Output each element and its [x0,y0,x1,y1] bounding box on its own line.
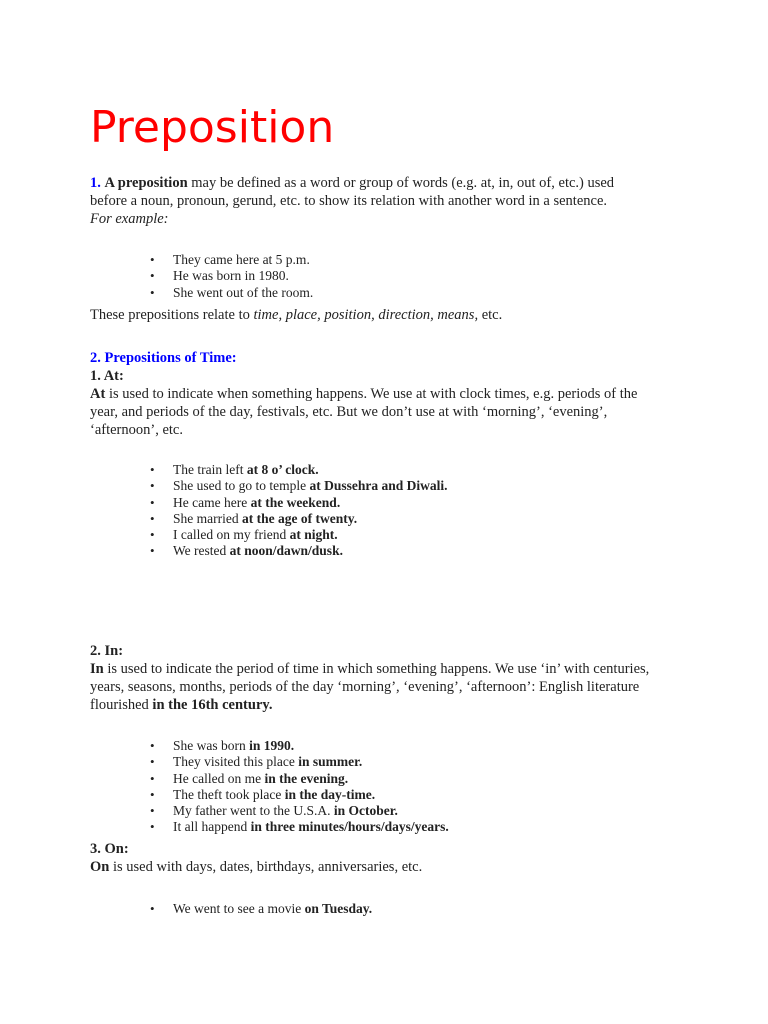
list-item [0,803,700,819]
list-item-text: It all happend [173,819,251,835]
bullet-icon: • [150,543,155,559]
bullet-icon: • [150,819,155,835]
list-item-text: She married [173,510,242,526]
bullet-icon: • [150,478,155,494]
list-item-emphasis: at night. [289,527,338,543]
list-item-text: She was born [173,738,250,753]
list-item [0,511,700,527]
at-example-list [0,462,700,560]
list-item-emphasis: in October. [333,803,398,819]
list-item-text: He was born in 1980. [173,268,289,284]
in-word: In [90,661,104,677]
list-item [0,478,700,494]
list-item-emphasis: at noon/dawn/dusk. [229,543,343,559]
page-title: Preposition [90,102,335,153]
list-item [0,787,700,803]
list-item [0,754,700,770]
bullet-icon: • [150,494,155,510]
bullet-icon: • [150,268,155,284]
relation-text-pre: These prepositions relate to [90,307,254,323]
intro-line-1 [90,174,690,192]
bullet-icon: • [150,462,155,477]
list-item [0,495,700,511]
in-example-list [0,738,700,836]
list-item [0,901,700,917]
list-item-emphasis: in the day-time. [284,786,376,802]
list-item [0,285,700,301]
list-item-text: They came here at 5 p.m. [173,252,310,267]
example-label: For example: [90,211,169,227]
at-line-3: ‘afternoon’, etc. [90,422,183,438]
list-item-text: We rested [173,543,230,559]
list-item [0,252,700,268]
list-item [0,268,700,284]
relation-text-post: etc. [478,307,503,323]
list-item-text: We went to see a movie [173,901,305,916]
list-item-emphasis: at Dussehra and Diwali. [309,478,448,494]
list-item-text: He called on me [173,770,265,786]
list-item-text: She went out of the room. [173,284,314,300]
list-item-text: The theft took place [173,786,285,802]
time-heading: 2. Prepositions of Time: [90,350,237,366]
bullet-icon: • [150,527,155,543]
list-item-text: He came here [173,494,251,510]
list-item-emphasis: at the age of twenty. [241,510,358,526]
intro-line-2: before a noun, pronoun, gerund, etc. to show its relation with another word in a sentence. [90,193,608,209]
list-item-emphasis: in summer. [298,754,363,770]
in-line-1 [90,660,690,678]
bullet-icon: • [150,754,155,770]
list-item [0,462,700,478]
on-heading: 3. On: [90,841,129,857]
bullet-icon: • [150,284,155,300]
in-line-3 [90,696,690,714]
list-item-text: The train left [173,462,247,477]
on-line-1-text: is used with days, dates, birthdays, anniversaries, etc. [109,859,423,875]
list-item-emphasis: on Tuesday. [304,901,373,916]
bullet-icon: • [150,803,155,819]
list-item-text: She used to go to temple [173,478,310,494]
at-line-1-text: is used to indicate when something happens. We use at with clock times, e.g. periods of the [105,386,638,402]
list-item [0,543,700,559]
relation-categories: time, place, position, direction, means, [253,307,479,323]
intro-term: A preposition [104,175,188,191]
bullet-icon: • [150,770,155,786]
list-item [0,527,700,543]
at-line-2: year, and periods of the day, festivals, etc. But we don’t use at with ‘morning’, ‘evening’, [90,404,608,420]
in-line-1-text: is used to indicate the period of time in which something happens. We use ‘in’ with centuries, [103,661,650,677]
list-item-emphasis: in 1990. [249,738,295,753]
list-item-emphasis: at 8 o’ clock. [246,462,319,477]
intro-number: 1. [90,175,101,191]
in-line-2: years, seasons, months, periods of the day ‘morning’, ‘evening’, ‘afternoon’: English literature [90,679,640,695]
list-item-text: My father went to the U.S.A. [173,803,334,819]
on-line-1 [90,858,690,876]
bullet-icon: • [150,901,155,916]
at-line-1 [90,385,690,403]
bullet-icon: • [150,510,155,526]
list-item-emphasis: at the weekend. [250,494,341,510]
bullet-icon: • [150,252,155,267]
on-example-list [0,901,700,917]
on-word: On [90,859,110,875]
bullet-icon: • [150,786,155,802]
in-line-3-text: flourished [90,697,153,713]
list-item-text: They visited this place [173,754,299,770]
list-item-emphasis: in the evening. [264,770,349,786]
list-item [0,819,700,835]
list-item [0,738,700,754]
in-line-3-bold: in the 16th century. [152,697,273,713]
in-heading: 2. In: [90,643,124,659]
intro-example-list [0,252,700,301]
at-word: At [90,386,106,402]
at-heading: 1. At: [90,368,124,384]
relation-sentence [90,306,690,324]
list-item-text: I called on my friend [173,527,290,543]
bullet-icon: • [150,738,155,753]
list-item-emphasis: in three minutes/hours/days/years. [250,819,449,835]
list-item [0,771,700,787]
intro-line-1-text: may be defined as a word or group of words (e.g. at, in, out of, etc.) used [187,175,615,191]
